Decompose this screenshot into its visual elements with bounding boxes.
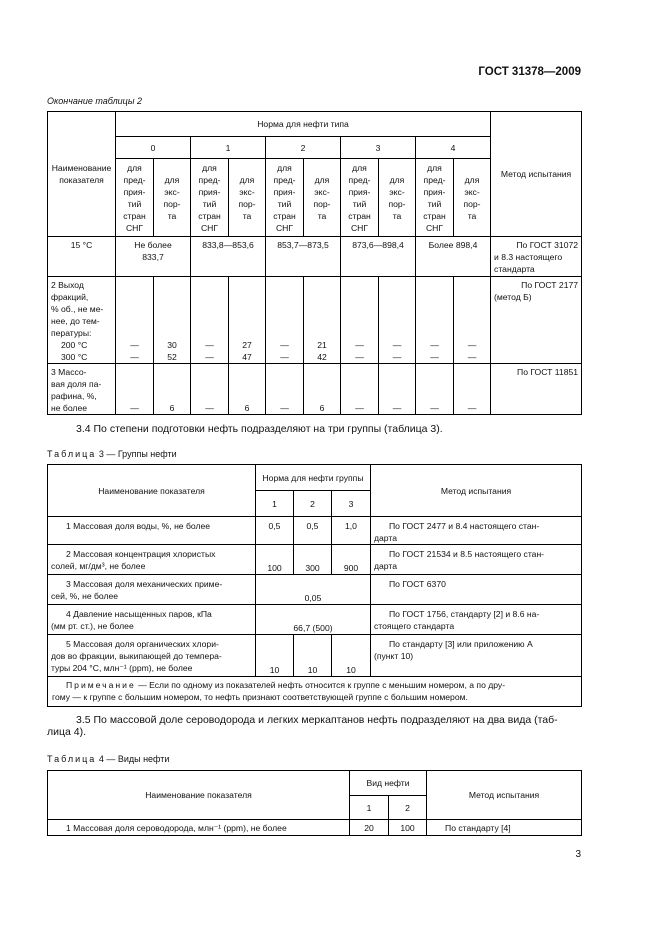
table2-row2-val: — —: [341, 277, 379, 364]
table2-row2-val: — —: [416, 277, 454, 364]
table4-kind-1: 1: [350, 796, 389, 820]
table2-sub-domestic: для пред- прия- тий стран СНГ: [116, 159, 154, 237]
table2-row3-val: —: [416, 364, 454, 415]
table2-type-1: 1: [191, 137, 266, 159]
table3-merged-cell: 66,7 (500): [256, 605, 371, 635]
table2-row3-val: —: [341, 364, 379, 415]
table2-col-name: Наименование показателя: [48, 112, 116, 237]
table3-col-name: Наименование показателя: [48, 465, 256, 517]
table2-row3-name: 3 Массо- вая доля па- рафина, %, не более: [48, 364, 116, 415]
table3-row-method: По ГОСТ 6370: [371, 575, 582, 605]
table3-method-header: Метод испытания: [371, 465, 582, 517]
table2-row3-val: —: [379, 364, 416, 415]
table2-row2-val: — —: [266, 277, 304, 364]
table4: [47, 770, 582, 836]
table2-row3-val: 6: [154, 364, 191, 415]
table2: [47, 111, 582, 415]
table2-sub-domestic: для пред- прия- тий стран СНГ: [341, 159, 379, 237]
table2-row2-val: 21 42: [304, 277, 341, 364]
table3-group-2: 2: [294, 491, 332, 517]
table2-method-header: Метод испытания: [491, 112, 582, 237]
table3-caption: Таблица 3 — Группы нефти: [47, 449, 177, 459]
table3-group-1: 1: [256, 491, 294, 517]
paragraph-3-5: 3.5 По массовой доле сероводорода и легких меркаптанов нефть подразделяют на два вида (таб- лица 4).: [47, 714, 558, 738]
table3-row-method: По ГОСТ 21534 и 8.5 настоящего стан- дарта: [371, 545, 582, 575]
table3-merged-cell: 0,05: [256, 575, 371, 605]
table2-caption: Окончание таблицы 2: [47, 96, 142, 106]
table3-row-name: 3 Массовая доля механических приме- сей, %, не более: [48, 575, 256, 605]
table3-cell: 0,5: [256, 517, 294, 545]
table2-row2-val: — —: [379, 277, 416, 364]
table2-sub-export: для экс- пор- та: [454, 159, 491, 237]
table3-cell: 300: [294, 545, 332, 575]
table2-sub-domestic: для пред- прия- тий стран СНГ: [266, 159, 304, 237]
table2-sub-domestic: для пред- прия- тий стран СНГ: [416, 159, 454, 237]
table2-row3-val: —: [191, 364, 229, 415]
table4-kind-2: 2: [389, 796, 427, 820]
table4-row-method: По стандарту [4]: [427, 820, 582, 836]
table3-cell: 900: [332, 545, 371, 575]
table2-row2-method: По ГОСТ 2177 (метод Б): [491, 277, 582, 364]
table2-sub-domestic: для пред- прия- тий стран СНГ: [191, 159, 229, 237]
table3-norm-header: Норма для нефти группы: [256, 465, 371, 491]
paragraph-3-4: 3.4 По степени подготовки нефть подразделяют на три группы (таблица 3).: [76, 423, 443, 435]
table3-cell: 10: [256, 635, 294, 677]
table3-row-name: 1 Массовая доля воды, %, не более: [48, 517, 256, 545]
table3-cell: 1,0: [332, 517, 371, 545]
document-id: ГОСТ 31378—2009: [478, 66, 581, 78]
table2-type-0: 0: [116, 137, 191, 159]
table2-type-3: 3: [341, 137, 416, 159]
table2-row2-val: 30 52: [154, 277, 191, 364]
table3-cell: 100: [256, 545, 294, 575]
table2-type-4: 4: [416, 137, 491, 159]
table2-row15-type2: 853,7—873,5: [266, 237, 341, 277]
table2-row3-val: —: [266, 364, 304, 415]
table4-caption: Таблица 4 — Виды нефти: [47, 754, 170, 764]
table2-row2-val: — —: [116, 277, 154, 364]
table3: [47, 464, 582, 707]
page-number: 3: [575, 849, 581, 860]
table2-row3-val: 6: [304, 364, 341, 415]
table2-row3-method: По ГОСТ 11851: [491, 364, 582, 415]
table3-group-3: 3: [332, 491, 371, 517]
table2-row15-type4: Более 898,4: [416, 237, 491, 277]
table2-row15-name: 15 °С: [48, 237, 116, 277]
table2-sub-export: для экс- пор- та: [304, 159, 341, 237]
table2-row2-val: — —: [191, 277, 229, 364]
table3-note: Примечание — Если по одному из показателей нефть относится к группе с меньшим номером, а по дру- гому — к группе с большим номером, то нефть признают соответствующей группе с большим номером.: [48, 677, 582, 707]
table2-type-2: 2: [266, 137, 341, 159]
table3-cell: 10: [332, 635, 371, 677]
table2-row2-val: — —: [454, 277, 491, 364]
table3-cell: 10: [294, 635, 332, 677]
table2-row15-method: По ГОСТ 31072 и 8.3 настоящего стандарта: [491, 237, 582, 277]
table2-row15-type0: Не более 833,7: [116, 237, 191, 277]
table4-col-name: Наименование показателя: [48, 771, 350, 820]
table2-row15-type3: 873,6—898,4: [341, 237, 416, 277]
table3-cell: 0,5: [294, 517, 332, 545]
table3-row-name: 4 Давление насыщенных паров, кПа (мм рт. ст.), не более: [48, 605, 256, 635]
table2-sub-export: для экс- пор- та: [154, 159, 191, 237]
table3-row-method: По ГОСТ 1756, стандарту [2] и 8.6 на- стоящего стандарта: [371, 605, 582, 635]
table4-cell: 100: [389, 820, 427, 836]
table2-sub-export: для экс- пор- та: [229, 159, 266, 237]
table2-sub-export: для экс- пор- та: [379, 159, 416, 237]
table3-row-method: По стандарту [3] или приложению А (пункт 10): [371, 635, 582, 677]
table4-cell: 20: [350, 820, 389, 836]
table4-method-header: Метод испытания: [427, 771, 582, 820]
table2-row3-val: 6: [229, 364, 266, 415]
table2-row2-val: 27 47: [229, 277, 266, 364]
table3-row-name: 2 Массовая концентрация хлористых солей, мг/дм³, не более: [48, 545, 256, 575]
table2-norm-header: Норма для нефти типа: [116, 112, 491, 137]
table2-row3-val: —: [116, 364, 154, 415]
table3-row-name: 5 Массовая доля органических хлори- дов во фракции, выкипающей до темпера- туры 204 °С, млн⁻¹ (ppm), не более: [48, 635, 256, 677]
table2-row15-type1: 833,8—853,6: [191, 237, 266, 277]
table4-kind-header: Вид нефти: [350, 771, 427, 796]
table4-row-name: 1 Массовая доля сероводорода, млн⁻¹ (ppm), не более: [48, 820, 350, 836]
table2-row3-val: —: [454, 364, 491, 415]
table2-row2-name: 2 Выход фракций, % об., не ме- нее, до тем- пературы: 200 °С 300 °С: [48, 277, 116, 364]
table3-row-method: По ГОСТ 2477 и 8.4 настоящего стан- дарта: [371, 517, 582, 545]
